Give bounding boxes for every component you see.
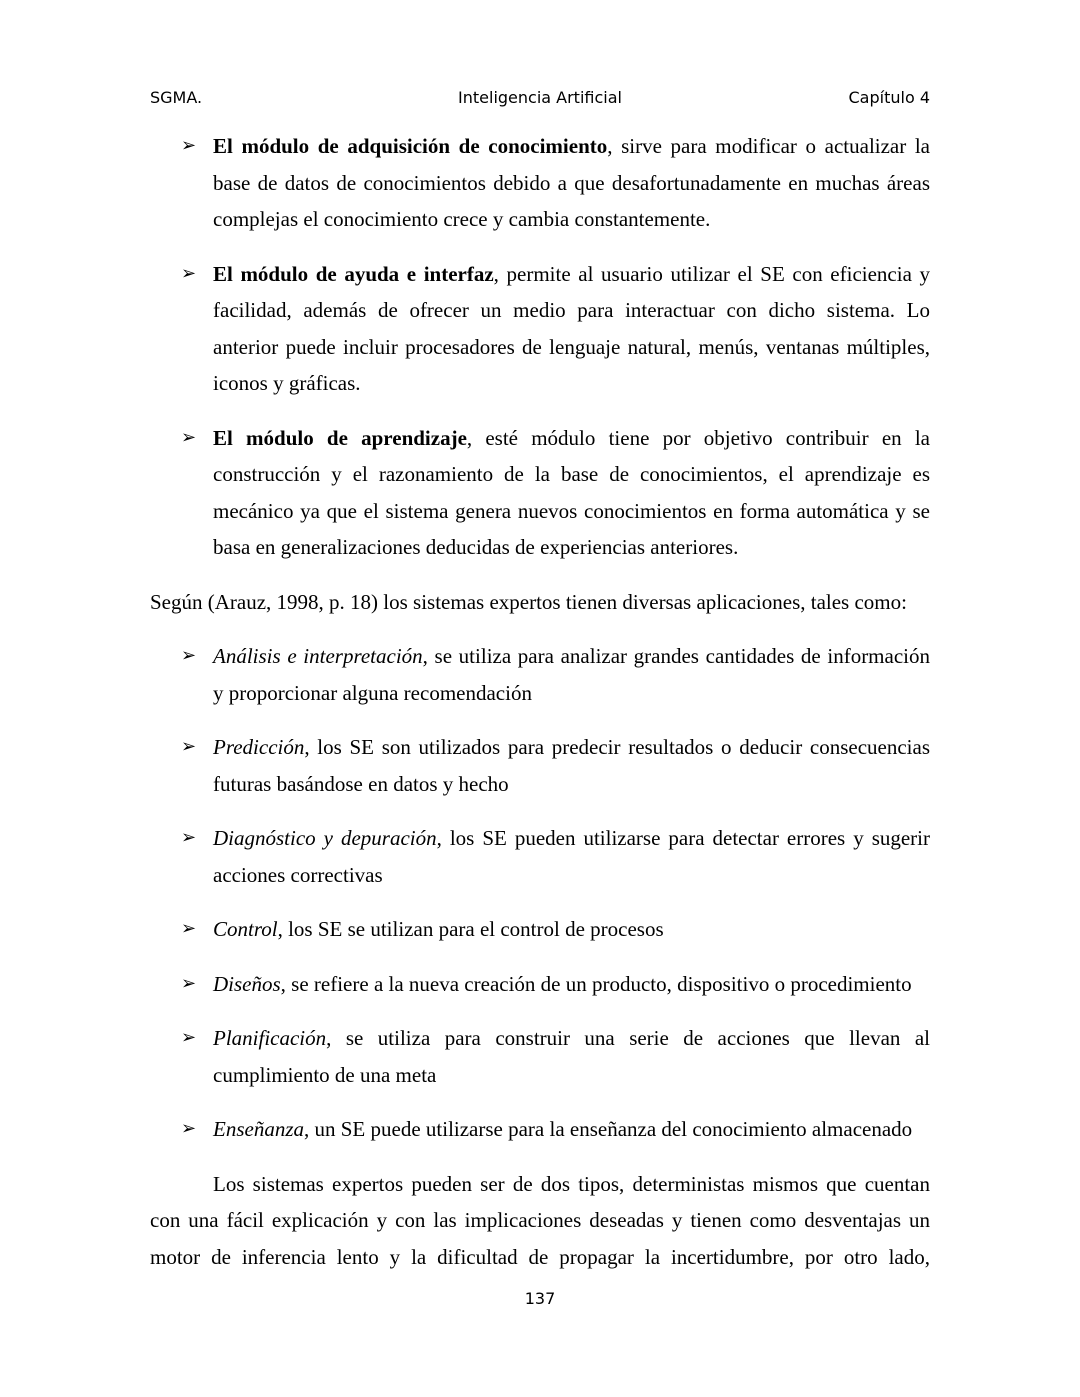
module-term: El módulo de adquisición de conocimiento	[213, 134, 608, 158]
application-term: Análisis e interpretación	[213, 644, 423, 668]
arrow-bullet-icon: ➢	[181, 262, 197, 284]
module-item	[150, 256, 930, 402]
application-item	[150, 729, 930, 802]
arrow-bullet-icon: ➢	[181, 827, 197, 848]
application-text: , los SE son utilizados para predecir resultados o deducir consecuencias futuras basándose en datos y hecho	[213, 735, 930, 796]
arrow-bullet-icon: ➢	[181, 426, 197, 448]
header-chapter: Capítulo 4	[848, 88, 930, 107]
arrow-bullet-icon: ➢	[181, 972, 197, 994]
page-body	[150, 128, 930, 1293]
application-term: Enseñanza	[213, 1117, 304, 1141]
application-term: Planificación	[213, 1026, 327, 1050]
application-text: , se refiere a la nueva creación de un producto, dispositivo o procedimiento	[280, 971, 912, 996]
module-term: El módulo de aprendizaje	[213, 425, 467, 450]
header-left: SGMA.	[150, 88, 203, 107]
module-term: El módulo de ayuda e interfaz	[213, 261, 494, 286]
application-text: , los SE pueden utilizarse para detectar errores y sugerir acciones correctivas	[213, 826, 931, 887]
page-header	[150, 86, 930, 110]
application-item	[150, 1111, 930, 1148]
application-item	[150, 1020, 930, 1093]
application-item	[150, 638, 930, 711]
module-text: , esté módulo tiene por objetivo contribuir en la construcción y el razonamiento de la base de conocimientos, el aprendizaje es mecánico ya que el sistema genera nuevos conocimientos en forma automática y se basa en generalizaciones deducidas de experiencias anteriores.	[213, 425, 931, 559]
header-title: Inteligencia Artificial	[458, 88, 622, 107]
application-text: , se utiliza para construir una serie de acciones que llevan al cumplimiento de una meta	[213, 1026, 930, 1087]
arrow-bullet-icon: ➢	[181, 135, 197, 156]
application-term: Diseños	[213, 971, 281, 996]
arrow-bullet-icon: ➢	[181, 1118, 197, 1139]
application-item	[150, 966, 930, 1003]
arrow-bullet-icon: ➢	[181, 736, 197, 757]
intro-paragraph: Según (Arauz, 1998, p. 18) los sistemas expertos tienen diversas aplicaciones, tales como:	[150, 589, 907, 614]
arrow-bullet-icon: ➢	[181, 1027, 197, 1048]
module-text: , sirve para modificar o actualizar la base de datos de conocimientos debido a que desafortunadamente en muchas áreas complejas el conocimiento crece y cambia constantemente.	[213, 134, 931, 231]
closing-paragraph: Los sistemas expertos pueden ser de dos tipos, deterministas mismos que cuentan con una fácil explicación y con las implicaciones deseadas y tienen como desventajas un motor de inferencia lento y la dificultad de propagar la incertidumbre, por otro lado,	[150, 1171, 930, 1269]
application-term: Control	[213, 917, 278, 941]
application-item	[150, 820, 930, 893]
application-text: , se utiliza para analizar grandes cantidades de información y proporcionar alguna recomendación	[213, 644, 930, 705]
application-term: Diagnóstico y depuración	[213, 826, 437, 850]
page-number: 137	[524, 1289, 556, 1308]
application-text: , un SE puede utilizarse para la enseñanza del conocimiento almacenado	[304, 1117, 913, 1141]
module-item	[150, 128, 930, 238]
module-text: , permite al usuario utilizar el SE con eficiencia y facilidad, además de ofrecer un medio para interactuar con dicho sistema. Lo anterior puede incluir procesadores de lenguaje natural, menús, ventanas múltiples, iconos y gráficas.	[213, 261, 930, 395]
arrow-bullet-icon: ➢	[181, 918, 197, 939]
application-item	[150, 911, 930, 948]
application-text: , los SE se utilizan para el control de procesos	[277, 917, 664, 941]
application-term: Predicción	[213, 735, 305, 759]
module-item	[150, 420, 930, 566]
arrow-bullet-icon: ➢	[181, 645, 197, 666]
